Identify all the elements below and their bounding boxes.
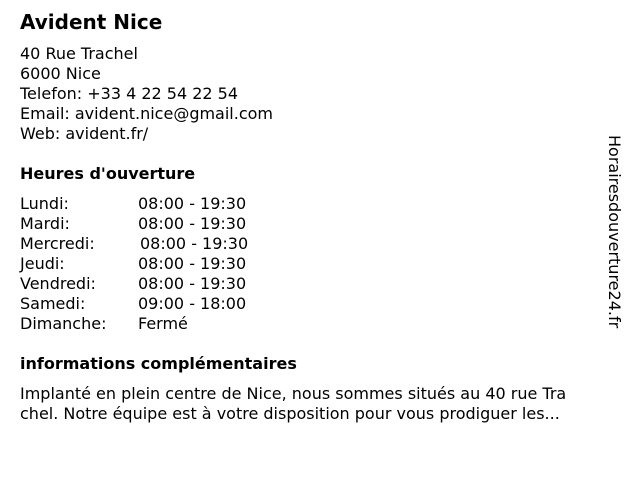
city-line: 6000 Nice bbox=[20, 64, 101, 83]
day-label: Dimanche: bbox=[20, 314, 107, 333]
hours-heading: Heures d'ouverture bbox=[20, 164, 196, 183]
description-line: chel. Notre équipe est à votre disposition pour vous prodiguer les... bbox=[20, 404, 560, 423]
email-line: Email: avident.nice@gmail.com bbox=[20, 104, 274, 123]
day-label: Lundi: bbox=[20, 194, 69, 213]
business-name: Avident Nice bbox=[20, 10, 163, 34]
time-value: 08:00 - 19:30 bbox=[138, 214, 247, 233]
address-line: 40 Rue Trachel bbox=[20, 44, 138, 63]
time-value: 08:00 - 19:30 bbox=[140, 234, 249, 253]
day-label: Mercredi: bbox=[20, 234, 95, 253]
time-value: 08:00 - 19:30 bbox=[138, 274, 247, 293]
phone-line: Telefon: +33 4 22 54 22 54 bbox=[20, 84, 239, 103]
description-line: Implanté en plein centre de Nice, nous sommes situés au 40 rue Tra bbox=[20, 384, 567, 403]
day-label: Mardi: bbox=[20, 214, 70, 233]
description-text bbox=[20, 384, 620, 424]
time-value: 09:00 - 18:00 bbox=[138, 294, 247, 313]
day-label: Jeudi: bbox=[20, 254, 65, 273]
site-watermark: Horairesdouverture24.fr bbox=[605, 135, 624, 329]
info-heading: informations complémentaires bbox=[20, 354, 297, 373]
day-label: Samedi: bbox=[20, 294, 86, 313]
contact-block bbox=[20, 44, 273, 144]
time-value: 08:00 - 19:30 bbox=[138, 194, 247, 213]
time-value: 08:00 - 19:30 bbox=[138, 254, 247, 273]
day-label: Vendredi: bbox=[20, 274, 96, 293]
web-line: Web: avident.fr/ bbox=[20, 124, 149, 143]
time-value: Fermé bbox=[138, 314, 188, 333]
